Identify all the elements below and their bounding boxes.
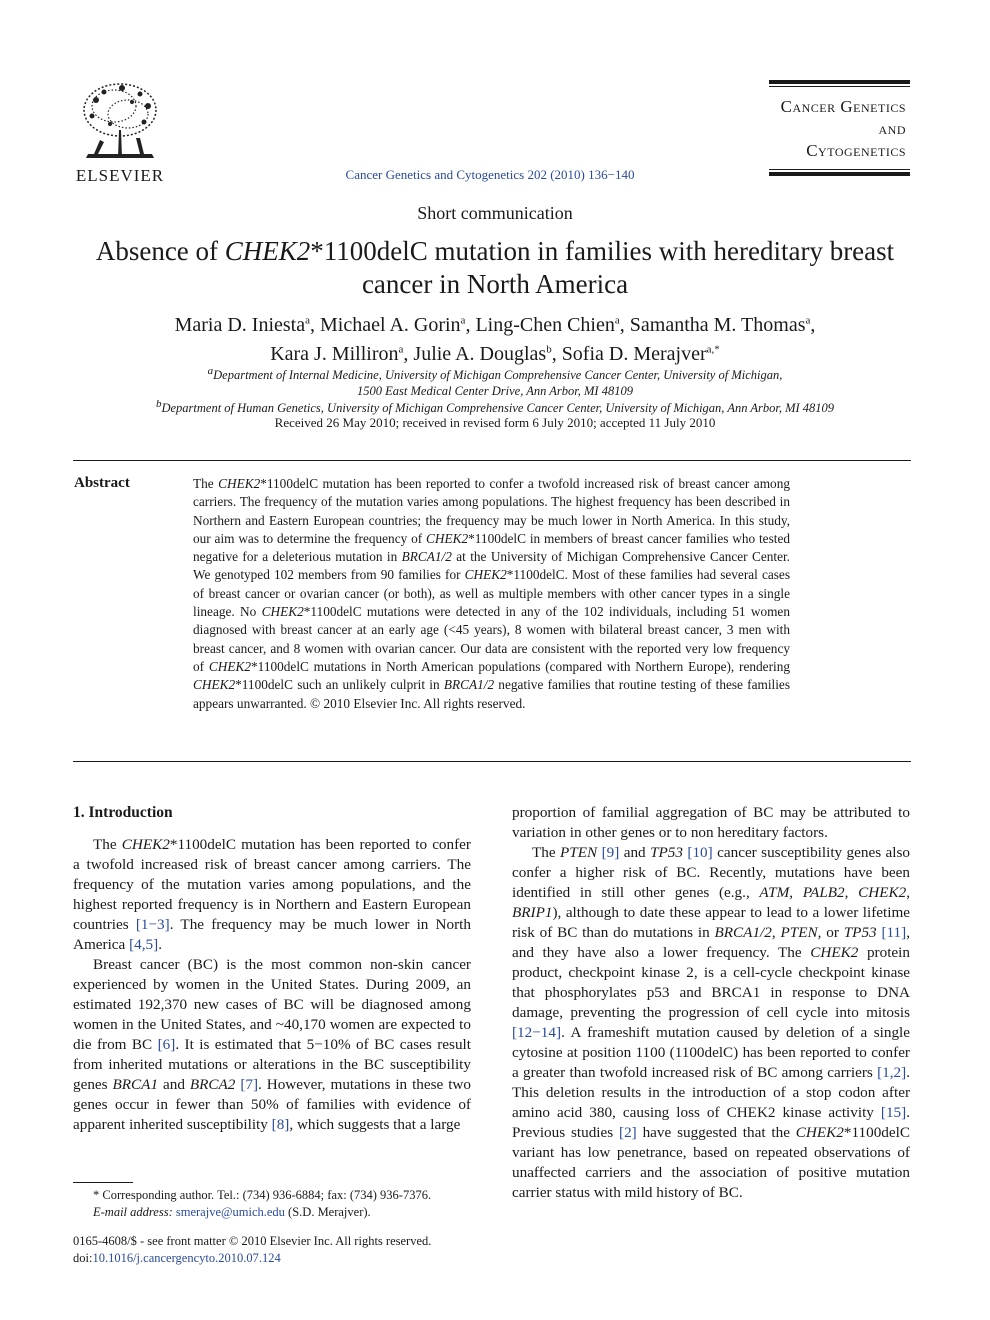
- journal-title-bottom-rule: [769, 172, 910, 176]
- journal-title-line-3: Cytogenetics: [806, 141, 906, 160]
- elsevier-tree-icon: [74, 80, 166, 160]
- doi-link[interactable]: 10.1016/j.cancergencyto.2010.07.124: [92, 1251, 281, 1265]
- issn-block: [73, 1233, 493, 1267]
- author-name: Kara J. Milliron: [270, 343, 399, 366]
- citation-link[interactable]: [4,5]: [129, 936, 159, 953]
- author-affiliation-mark[interactable]: b: [546, 343, 552, 356]
- email-link[interactable]: smerajve@umich.edu: [175, 1205, 285, 1219]
- author: [175, 314, 320, 336]
- author: [413, 343, 561, 365]
- corresponding-author-line: * Corresponding author. Tel.: (734) 936-6884; fax: (734) 936-7376.: [93, 1188, 432, 1202]
- article-title: Absence of CHEK2*1100delC mutation in families with hereditary breast cancer in North America: [95, 236, 895, 299]
- citation-link[interactable]: [12−14]: [512, 1024, 562, 1041]
- issn-line: 0165-4608/$ - see front matter © 2010 Elsevier Inc. All rights reserved.: [73, 1234, 432, 1248]
- citation-link[interactable]: [6]: [157, 1036, 176, 1053]
- abstract-body: The CHEK2*1100delC mutation has been reported to confer a twofold increased risk of breast cancer among carriers. The frequency of the mutation varies among populations. The highest frequency has been described in Northern and Eastern European countries; the frequency may be much lower in North America. In this study, our aim was to determine the frequency of CHEK2*1100delC in members of breast cancer families who tested negative for a deleterious mutation in BRCA1/2 at the University of Michigan Comprehensive Cancer Center. We genotyped 102 members from 90 families for CHEK2*1100delC. Most of these families had several cases of breast cancer or ovarian cancer (or both), as well as multiple members with other cancer types in a single lineage. No CHEK2*1100delC mutations were detected in any of the 102 individuals, including 51 women diagnosed with breast cancer at an early age (<45 years), 8 women with bilateral breast cancer, 3 men with breast cancer, and 8 women with ovarian cancer. Our data are consistent with the reported very low frequency of CHEK2*1100delC mutations in North American populations (compared with Northern Europe), rendering CHEK2*1100delC such an unlikely culprit in BRCA1/2 negative families that routine testing of these families appears unwarranted. © 2010 Elsevier Inc. All rights reserved.: [193, 476, 791, 711]
- intro-paragraph-1: The CHEK2*1100delC mutation has been reported to confer a twofold increased risk of breast cancer among carriers. The frequency of the mutation varies among populations, and the highest reported frequency is in Northern and Eastern European countries [1−3]. The frequency may be much lower in North America [4,5].: [73, 836, 471, 953]
- doi-line: doi:10.1016/j.cancergencyto.2010.07.124: [73, 1251, 281, 1265]
- journal-title-block: [769, 80, 910, 178]
- journal-title-line-1: Cancer Genetics: [780, 97, 906, 116]
- citation-link[interactable]: [7]: [240, 1076, 259, 1093]
- citation-link[interactable]: [1,2]: [877, 1064, 907, 1081]
- author-affiliation-mark[interactable]: a,*: [706, 343, 720, 356]
- citation-link[interactable]: [1−3]: [135, 916, 170, 933]
- left-column: [73, 803, 471, 1135]
- author-separator: ,: [810, 313, 816, 336]
- author-name: Michael A. Gorin: [320, 313, 461, 336]
- journal-title-top-rule-thin: [769, 86, 910, 87]
- footnote-rule: [73, 1182, 133, 1183]
- author-separator: ,: [403, 343, 414, 366]
- intro-paragraph-2: Breast cancer (BC) is the most common non-skin cancer experienced by women in the United States. During 2009, an estimated 192,370 new cases of BC will be diagnosed among women in the United States, and ~40,170 women are expected to die from BC [6]. It is estimated that 5−10% of BC cases result from inherited mutations or alterations in the BC susceptibility genes BRCA1 and BRCA2 [7]. However, mutations in these two genes occur in fewer than 50% of families with evidence of apparent inherited susceptibility [8], which suggests that a large: [73, 956, 471, 1133]
- abstract-top-rule: [73, 460, 911, 461]
- journal-citation-link[interactable]: Cancer Genetics and Cytogenetics 202 (2010) 136−140: [345, 167, 635, 182]
- author-affiliation-mark[interactable]: a: [460, 314, 466, 326]
- citation-link[interactable]: [2]: [619, 1124, 637, 1141]
- right-paragraph-0: proportion of familial aggregation of BC may be attributed to variation in other genes or to non hereditary factors.: [512, 804, 910, 841]
- article-type: Short communication: [417, 203, 573, 223]
- citation-link[interactable]: [10]: [687, 844, 713, 861]
- author: [562, 343, 720, 365]
- author-name: Julie A. Douglas: [413, 343, 547, 366]
- author-list: [80, 308, 910, 367]
- affiliation-a: $^a$Department of Internal Medicine, University of Michigan Comprehensive Cancer Center, University of Michigan, 1500 East Medical Center Drive, Ann Arbor, MI 48109: [207, 365, 783, 399]
- citation-link[interactable]: [15]: [880, 1104, 907, 1121]
- author-separator: ,: [465, 313, 476, 336]
- received-dates: Received 26 May 2010; received in revised form 6 July 2010; accepted 11 July 2010: [274, 415, 716, 430]
- journal-title-line-2: and: [878, 119, 906, 138]
- right-paragraph-1: The PTEN [9] and TP53 [10] cancer susceptibility genes also confer a higher risk of BC. Recently, mutations have been identified in still other genes (e.g., ATM, PALB2, CHEK2, BRIP1), although to date these appear to lead to a lower lifetime risk of BC than do mutations in BRCA1/2, PTEN, or TP53 [11], and they have also a lower frequency. The CHEK2 protein product, checkpoint kinase 2, is a cell-cycle checkpoint kinase that phosphorylates p53 and BRCA1 in response to DNA damage, preventing the progression of cell cycle into mitosis [12−14]. A frameshift mutation caused by deletion of a single cytosine at position 1100 (1100delC) has been reported to confer a greater than twofold increased risk of BC among carriers [1,2]. This deletion results in the introduction of a stop codon after amino acid 380, causing loss of CHEK2 kinase activity [15]. Previous studies [2] have suggested that the CHEK2*1100delC variant has low penetrance, based on repeated observations of unaffected carriers and the association of positive mutation carrier status with mild history of BC.: [512, 844, 911, 1201]
- author-affiliation-mark[interactable]: a: [398, 343, 404, 356]
- citation-link[interactable]: [11]: [881, 924, 907, 941]
- section-heading-introduction: 1. Introduction: [73, 804, 173, 821]
- corresponding-author-footnote: [73, 1187, 493, 1221]
- author-name: Sofia D. Merajver: [561, 343, 707, 366]
- author-separator: ,: [551, 343, 562, 366]
- affiliation-b: $^b$Department of Human Genetics, University of Michigan Comprehensive Cancer Center, University of Michigan, Ann Arbor, MI 48109: [155, 398, 835, 416]
- author-separator: ,: [619, 313, 630, 336]
- author: [630, 314, 816, 336]
- email-line: E-mail address: smerajve@umich.edu (S.D. Merajver).: [93, 1205, 371, 1219]
- author-affiliation-mark[interactable]: a: [305, 314, 311, 326]
- author-name: Ling-Chen Chien: [475, 313, 615, 336]
- publisher-name: ELSEVIER: [75, 166, 165, 185]
- author-name: Maria D. Iniesta: [174, 313, 306, 336]
- author-affiliation-mark[interactable]: a: [805, 314, 811, 326]
- journal-title-bottom-rule-thin: [769, 169, 910, 170]
- citation-link[interactable]: [8]: [271, 1116, 290, 1133]
- author-name: Samantha M. Thomas: [629, 313, 806, 336]
- publisher-logo: [74, 80, 166, 185]
- author-separator: ,: [310, 313, 321, 336]
- author-affiliation-mark[interactable]: a: [614, 314, 620, 326]
- journal-title-top-rule: [769, 80, 910, 84]
- author: [475, 314, 629, 336]
- abstract-bottom-rule: [73, 761, 911, 762]
- citation-link[interactable]: [9]: [601, 844, 620, 861]
- right-column: [512, 803, 910, 1203]
- abstract-heading: Abstract: [74, 475, 130, 491]
- author: [320, 314, 475, 336]
- author: [270, 343, 413, 365]
